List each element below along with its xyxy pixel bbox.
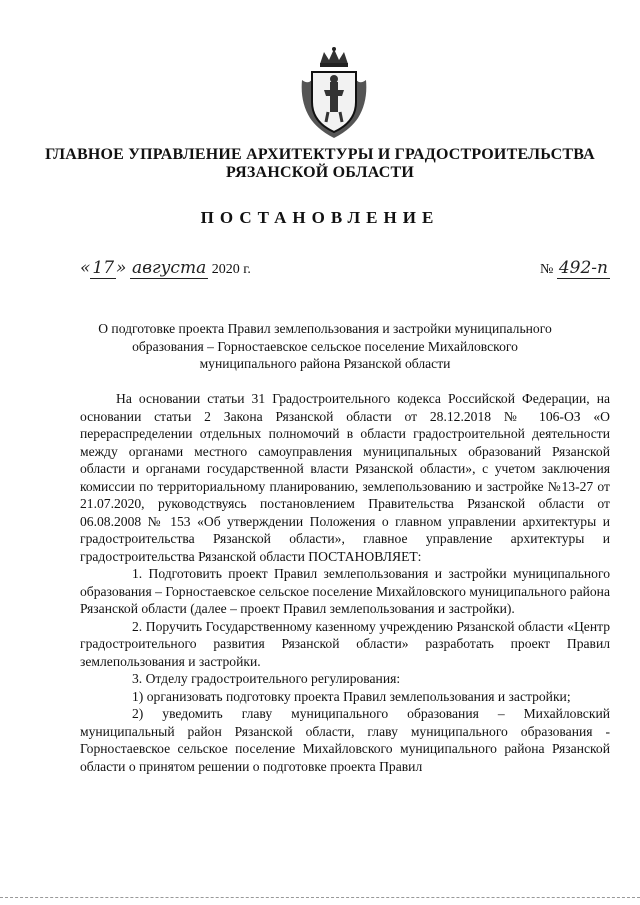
organization-name-line2: РЯЗАНСКОЙ ОБЛАСТИ xyxy=(225,164,414,181)
number-label: № xyxy=(540,262,554,277)
subject-line2: образования – Горностаевское сельское поселение Михайловского xyxy=(132,338,518,354)
document-date xyxy=(80,258,251,278)
date-year: 2020 г. xyxy=(211,262,251,277)
subject-line3: муниципального района Рязанской области xyxy=(199,356,451,371)
organization-name-line1: ГЛАВНОЕ УПРАВЛЕНИЕ АРХИТЕКТУРЫ И ГРАДОСТРОИТЕЛЬСТВА xyxy=(45,146,595,163)
document-number xyxy=(540,258,610,278)
item-1-paragraph: 1. Подготовить проект Правил землепользования и застройки муниципального образования – Горностаевское сельское поселение Михайловского муниципального района Рязанской области (далее – проект Правил землепользования и застройки). xyxy=(80,566,610,616)
date-month: августа xyxy=(131,258,207,278)
item-3-1-paragraph: 1) организовать подготовку проекта Правил землепользования и застройки; xyxy=(132,688,571,704)
date-number-line xyxy=(80,258,610,284)
date-open-quote: « xyxy=(80,258,91,278)
date-day: 17 xyxy=(92,258,115,278)
document-subject xyxy=(90,320,560,373)
document-body xyxy=(80,390,610,775)
page-bottom-edge xyxy=(0,897,640,898)
document-type-title: ПОСТАНОВЛЕНИЕ xyxy=(200,208,440,227)
subject-line1: О подготовке проекта Правил землепользования и застройки муниципального xyxy=(98,321,552,336)
date-close-quote: » xyxy=(116,258,127,278)
number-value: 492-п xyxy=(558,258,608,278)
item-3-2-paragraph: 2) уведомить главу муниципального образования – Михайловский муниципальный район Рязанской области, главу муниципального образования - Горностаевское сельское поселение Михайловского муниципального района Рязанской области о принятом решении о подготовке проекта Правил xyxy=(80,706,610,774)
coat-of-arms-emblem xyxy=(298,46,370,142)
item-3-paragraph: 3. Отделу градостроительного регулирования: xyxy=(132,671,401,686)
item-2-paragraph: 2. Поручить Государственному казенному учреждению Рязанской области «Центр градостроительного развития Рязанской области» разработать проект Правил землепользования и застройки. xyxy=(80,618,610,669)
preamble-paragraph: На основании статьи 31 Градостроительного кодекса Российской Федерации, на основании статьи 2 Закона Рязанской области от 28.12.2018 № 106-ОЗ «О перераспределении отдельных полномочий в области градостроительной деятельности между органами местного самоуправления муниципальных образований Рязанской области и органами государственной власти Рязанской области», с учетом заключения комиссии по территориальному планированию, землепользованию и застройке №13-27 от 21.07.2020, руководствуясь постановлением Правительства Рязанской области от 06.08.2008 № 153 «Об утверждении Положения о главном управлении архитектуры и градостроительства Рязанской области», главное управление архитектуры и градостроительства Рязанской области ПОСТАНОВЛЯЕТ: xyxy=(80,391,610,564)
